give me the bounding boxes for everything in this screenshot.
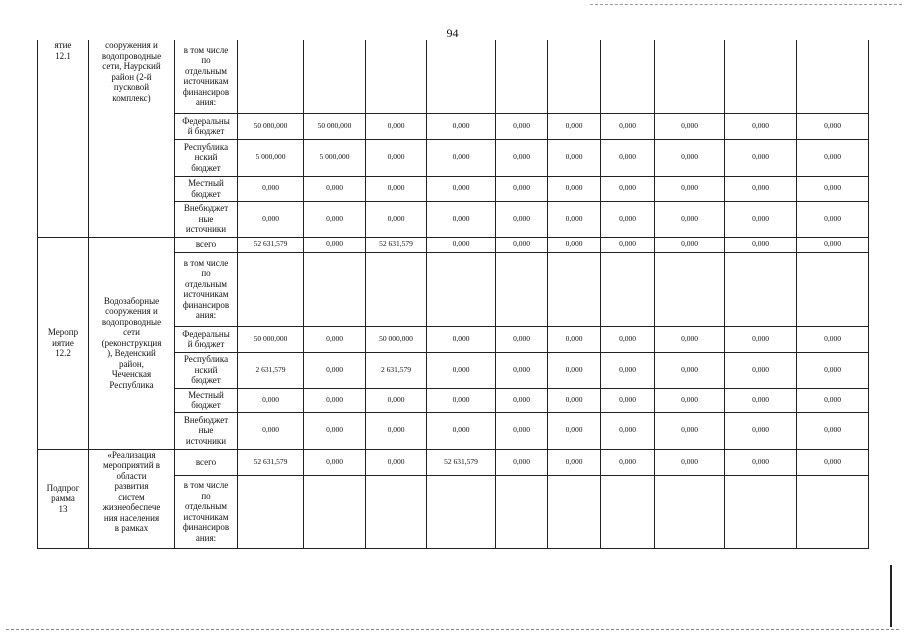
amount-cell: 0,000 [725, 412, 797, 449]
amount-cell: 0,000 [725, 139, 797, 176]
amount-cell [304, 252, 366, 326]
funding-source-label: Местный бюджет [175, 388, 238, 412]
amount-cell: 0,000 [655, 201, 725, 237]
amount-cell: 0,000 [725, 388, 797, 412]
amount-cell: 0,000 [238, 176, 304, 201]
page-number: 94 [446, 26, 459, 40]
amount-cell: 0,000 [655, 388, 725, 412]
amount-cell: 0,000 [304, 326, 366, 352]
amount-cell [601, 475, 655, 548]
amount-cell [601, 40, 655, 113]
amount-cell: 50 000,000 [304, 113, 366, 139]
amount-cell: 0,000 [655, 176, 725, 201]
amount-cell: 0,000 [496, 237, 548, 252]
funding-source-label: Республика нский бюджет [175, 352, 238, 388]
amount-cell [655, 475, 725, 548]
amount-cell: 0,000 [725, 449, 797, 475]
amount-cell: 0,000 [304, 201, 366, 237]
amount-cell: 0,000 [601, 326, 655, 352]
bottom-scan-line [6, 629, 899, 630]
amount-cell: 0,000 [655, 352, 725, 388]
funding-source-label: Республика нский бюджет [175, 139, 238, 176]
section-code: Подпрог рамма 13 [38, 449, 89, 548]
funding-source-label: в том числе по отдельным источникам финансиров ания: [175, 40, 238, 113]
amount-cell: 0,000 [496, 412, 548, 449]
funding-source-label: в том числе по отдельным источникам финансиров ания: [175, 475, 238, 548]
amount-cell [238, 40, 304, 113]
amount-cell: 0,000 [366, 139, 427, 176]
amount-cell: 0,000 [304, 352, 366, 388]
amount-cell: 0,000 [304, 388, 366, 412]
amount-cell [496, 475, 548, 548]
amount-cell: 0,000 [655, 237, 725, 252]
amount-cell: 0,000 [725, 176, 797, 201]
funding-source-label: Федеральны й бюджет [175, 113, 238, 139]
amount-cell: 0,000 [601, 352, 655, 388]
amount-cell [304, 40, 366, 113]
amount-cell: 0,000 [238, 201, 304, 237]
amount-cell: 0,000 [601, 113, 655, 139]
amount-cell [427, 475, 496, 548]
amount-cell: 0,000 [496, 352, 548, 388]
financing-table [37, 40, 869, 549]
amount-cell: 0,000 [427, 201, 496, 237]
amount-cell: 0,000 [655, 326, 725, 352]
amount-cell: 0,000 [601, 388, 655, 412]
amount-cell [427, 40, 496, 113]
funding-source-label: в том числе по отдельным источникам финансиров ания: [175, 252, 238, 326]
amount-cell: 0,000 [725, 201, 797, 237]
scan-edge-line [890, 565, 892, 627]
amount-cell: 0,000 [797, 139, 869, 176]
amount-cell: 0,000 [655, 412, 725, 449]
amount-cell: 50 000,000 [366, 326, 427, 352]
funding-source-label: Внебюджет ные источники [175, 201, 238, 237]
amount-cell [548, 475, 601, 548]
amount-cell: 0,000 [548, 113, 601, 139]
amount-cell: 0,000 [496, 449, 548, 475]
amount-cell: 0,000 [304, 237, 366, 252]
table-row [38, 237, 869, 252]
amount-cell [304, 475, 366, 548]
section-code: ятие 12.1 [38, 40, 89, 237]
funding-source-label: Федеральны й бюджет [175, 326, 238, 352]
amount-cell: 0,000 [797, 412, 869, 449]
funding-source-label: Местный бюджет [175, 176, 238, 201]
amount-cell: 0,000 [366, 412, 427, 449]
amount-cell: 0,000 [427, 176, 496, 201]
amount-cell: 0,000 [427, 113, 496, 139]
amount-cell [366, 40, 427, 113]
table-row [38, 40, 869, 113]
section-code: Меропр иятие 12.2 [38, 237, 89, 449]
funding-source-label: всего [175, 237, 238, 252]
amount-cell: 0,000 [601, 237, 655, 252]
amount-cell [725, 475, 797, 548]
amount-cell: 0,000 [238, 412, 304, 449]
amount-cell: 0,000 [601, 176, 655, 201]
amount-cell: 0,000 [601, 412, 655, 449]
amount-cell: 0,000 [427, 352, 496, 388]
amount-cell: 0,000 [601, 201, 655, 237]
amount-cell: 0,000 [548, 176, 601, 201]
amount-cell: 0,000 [427, 237, 496, 252]
section-name: сооружения и водопроводные сети, Наурский район (2-й пусковой комплекс) [89, 40, 175, 237]
amount-cell: 5 000,000 [238, 139, 304, 176]
section-name: Водозаборные сооружения и водопроводные сети (реконструкция ), Веденский район, Чеченская Республика [89, 237, 175, 449]
amount-cell: 0,000 [366, 113, 427, 139]
amount-cell: 0,000 [725, 352, 797, 388]
amount-cell: 0,000 [725, 113, 797, 139]
amount-cell: 0,000 [366, 176, 427, 201]
amount-cell: 0,000 [797, 388, 869, 412]
amount-cell: 0,000 [655, 449, 725, 475]
amount-cell: 0,000 [496, 201, 548, 237]
amount-cell: 0,000 [797, 201, 869, 237]
amount-cell: 0,000 [304, 412, 366, 449]
amount-cell: 0,000 [496, 326, 548, 352]
amount-cell: 0,000 [304, 176, 366, 201]
amount-cell [655, 40, 725, 113]
amount-cell: 0,000 [548, 201, 601, 237]
amount-cell: 0,000 [797, 176, 869, 201]
amount-cell: 5 000,000 [304, 139, 366, 176]
amount-cell: 52 631,579 [427, 449, 496, 475]
amount-cell: 0,000 [797, 326, 869, 352]
amount-cell: 0,000 [548, 139, 601, 176]
amount-cell: 0,000 [366, 449, 427, 475]
amount-cell: 52 631,579 [366, 237, 427, 252]
amount-cell: 0,000 [548, 326, 601, 352]
amount-cell: 2 631,579 [238, 352, 304, 388]
amount-cell: 0,000 [655, 113, 725, 139]
amount-cell: 52 631,579 [238, 237, 304, 252]
amount-cell: 52 631,579 [238, 449, 304, 475]
amount-cell: 0,000 [427, 412, 496, 449]
amount-cell: 0,000 [725, 326, 797, 352]
top-scan-line [590, 4, 902, 5]
amount-cell [725, 252, 797, 326]
amount-cell [366, 252, 427, 326]
section-name: «Реализация мероприятий в области развития систем жизнеобеспече ния населения в рамках [89, 449, 175, 548]
amount-cell: 0,000 [366, 388, 427, 412]
amount-cell: 0,000 [496, 139, 548, 176]
amount-cell: 0,000 [496, 388, 548, 412]
amount-cell: 0,000 [797, 352, 869, 388]
amount-cell [725, 40, 797, 113]
amount-cell: 0,000 [797, 449, 869, 475]
amount-cell: 0,000 [655, 139, 725, 176]
amount-cell: 0,000 [548, 388, 601, 412]
amount-cell: 2 631,579 [366, 352, 427, 388]
amount-cell [655, 252, 725, 326]
amount-cell: 0,000 [601, 449, 655, 475]
amount-cell: 0,000 [427, 388, 496, 412]
amount-cell [238, 475, 304, 548]
amount-cell [797, 475, 869, 548]
amount-cell: 0,000 [601, 139, 655, 176]
amount-cell [548, 40, 601, 113]
amount-cell [496, 40, 548, 113]
amount-cell: 0,000 [304, 449, 366, 475]
amount-cell [797, 40, 869, 113]
amount-cell: 50 000,000 [238, 113, 304, 139]
amount-cell: 0,000 [548, 352, 601, 388]
amount-cell [496, 252, 548, 326]
amount-cell: 0,000 [725, 237, 797, 252]
amount-cell: 0,000 [797, 113, 869, 139]
amount-cell: 0,000 [427, 139, 496, 176]
amount-cell [548, 252, 601, 326]
amount-cell: 0,000 [366, 201, 427, 237]
amount-cell [427, 252, 496, 326]
funding-source-label: всего [175, 449, 238, 475]
amount-cell: 0,000 [548, 449, 601, 475]
amount-cell: 0,000 [496, 176, 548, 201]
amount-cell: 50 000,000 [238, 326, 304, 352]
amount-cell: 0,000 [548, 237, 601, 252]
amount-cell: 0,000 [496, 113, 548, 139]
amount-cell: 0,000 [548, 412, 601, 449]
funding-source-label: Внебюджет ные источники [175, 412, 238, 449]
amount-cell [797, 252, 869, 326]
amount-cell [366, 475, 427, 548]
amount-cell [601, 252, 655, 326]
amount-cell: 0,000 [427, 326, 496, 352]
amount-cell: 0,000 [238, 388, 304, 412]
table-row [38, 449, 869, 475]
amount-cell [238, 252, 304, 326]
amount-cell: 0,000 [797, 237, 869, 252]
